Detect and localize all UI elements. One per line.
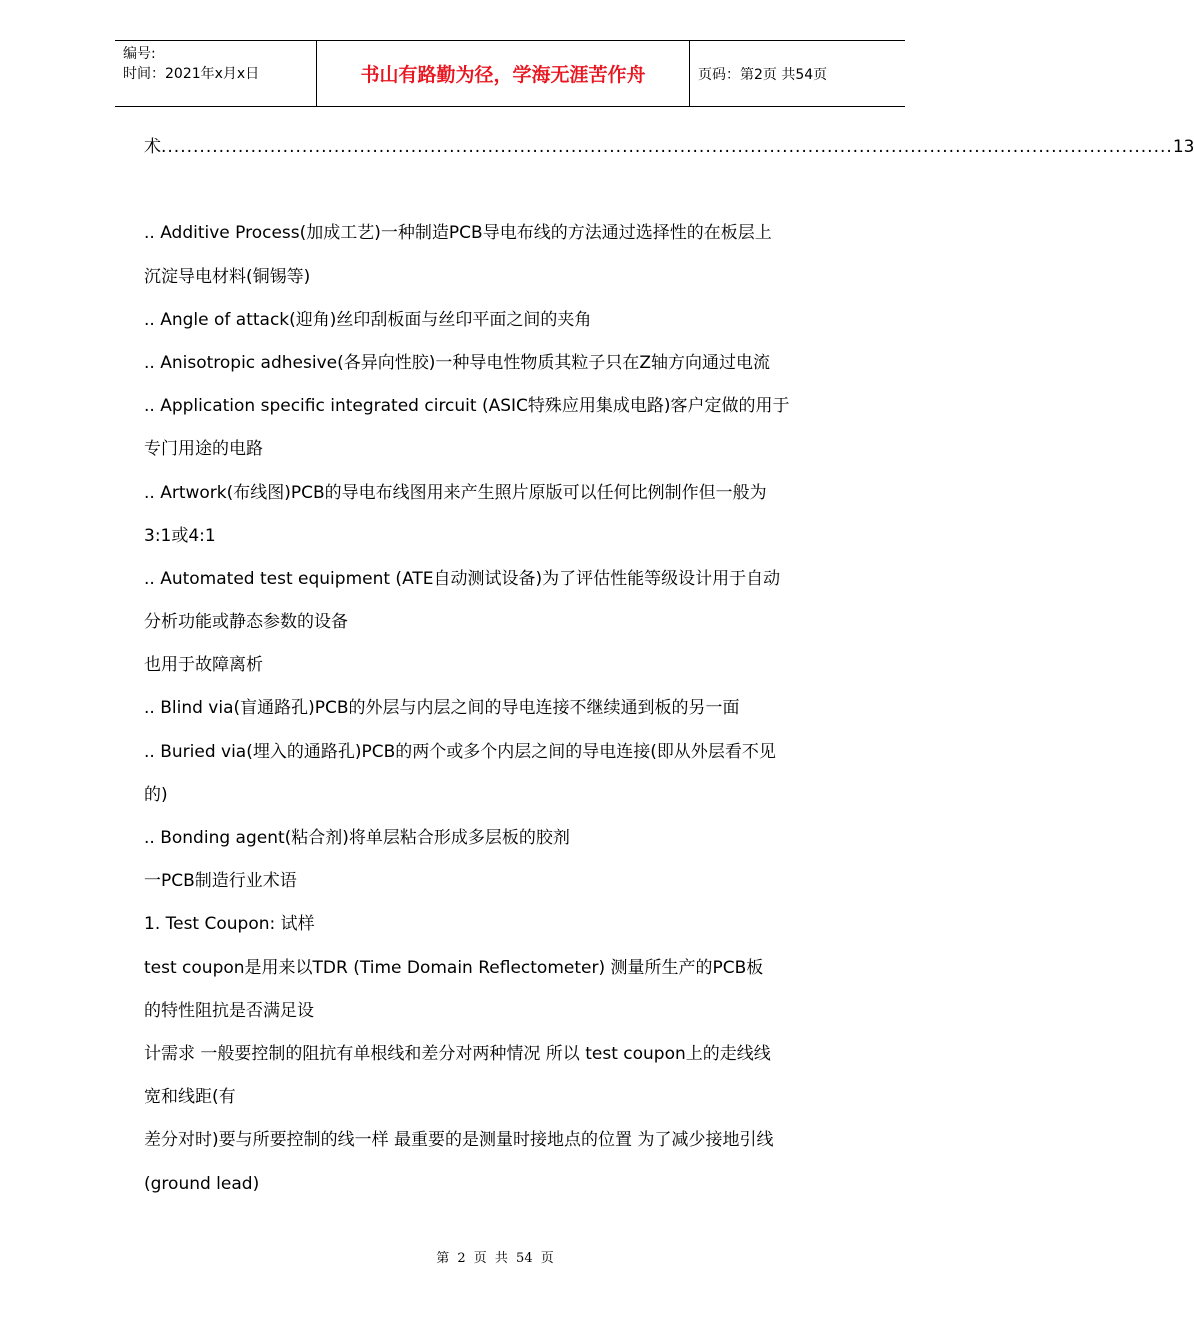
text-line: 也用于故障离析 — [144, 655, 263, 676]
text-line: .. Blind via(盲通路孔)PCB的外层与内层之间的导电连接不继续通到板的另一面 — [144, 698, 740, 719]
page-header — [115, 40, 905, 107]
text-line: .. Angle of attack(迎角)丝印刮板面与丝印平面之间的夹角 — [144, 309, 592, 330]
document-body — [144, 126, 1194, 1206]
text-line: .. Application specific integrated circuit (ASIC特殊应用集成电路)客户定做的用于 — [144, 396, 790, 417]
toc-entry — [144, 126, 1194, 169]
text-line: .. Anisotropic adhesive(各异向性胶)一种导电性物质其粒子只在Z轴方向通过电流 — [144, 352, 770, 373]
text-line: 专门用途的电路 — [144, 439, 263, 460]
text-line: .. Additive Process(加成工艺)一种制造PCB导电布线的方法通过选择性的在板层上 — [144, 223, 772, 244]
header-page-number: 页码：第2页 共54页 — [698, 66, 828, 83]
text-line: .. Automated test equipment (ATE自动测试设备)为了评估性能等级设计用于自动 — [144, 568, 781, 589]
text-line: test coupon是用来以TDR (Time Domain Reflectometer) 测量所生产的PCB板 — [144, 957, 764, 978]
page-footer: 第 2 页 共 54 页 — [436, 1251, 554, 1266]
text-line: 沉淀导电材料(铜锡等) — [144, 266, 311, 287]
toc-leader-dots: .............................................................................................................................................................. — [161, 137, 1173, 157]
text-line: .. Bonding agent(粘合剂)将单层粘合形成多层板的胶剂 — [144, 828, 570, 848]
section-heading: 一PCB制造行业术语 — [144, 871, 297, 892]
toc-entry-text: 术 — [144, 137, 161, 157]
text-line: 3:1或4:1 — [144, 525, 216, 546]
text-line: (ground lead) — [144, 1173, 260, 1194]
text-line: 宽和线距(有 — [144, 1087, 236, 1108]
toc-entry-page: 13 — [1172, 137, 1194, 157]
paragraph-gap — [144, 169, 884, 212]
text-line: 计需求 一般要控制的阻抗有单根线和差分对两种情况 所以 test coupon上的走线线 — [144, 1043, 771, 1064]
document-number-label: 编号: — [123, 46, 156, 62]
subsection-heading: 1. Test Coupon: 试样 — [144, 914, 315, 935]
header-meta — [115, 41, 316, 106]
text-line: 的特性阻抗是否满足设 — [144, 1000, 314, 1021]
text-line: 的) — [144, 784, 168, 805]
header-motto: 书山有路勤为径，学海无涯苦作舟 — [316, 41, 690, 106]
text-line: 差分对时)要与所要控制的线一样 最重要的是测量时接地点的位置 为了减少接地引线 — [144, 1130, 774, 1151]
text-line: .. Buried via(埋入的通路孔)PCB的两个或多个内层之间的导电连接(即从外层看不见 — [144, 741, 776, 762]
text-line: 分析功能或静态参数的设备 — [144, 612, 348, 633]
text-line: .. Artwork(布线图)PCB的导电布线图用来产生照片原版可以任何比例制作但一般为 — [144, 482, 767, 503]
document-date-label: 时间：2021年x月x日 — [123, 66, 260, 82]
